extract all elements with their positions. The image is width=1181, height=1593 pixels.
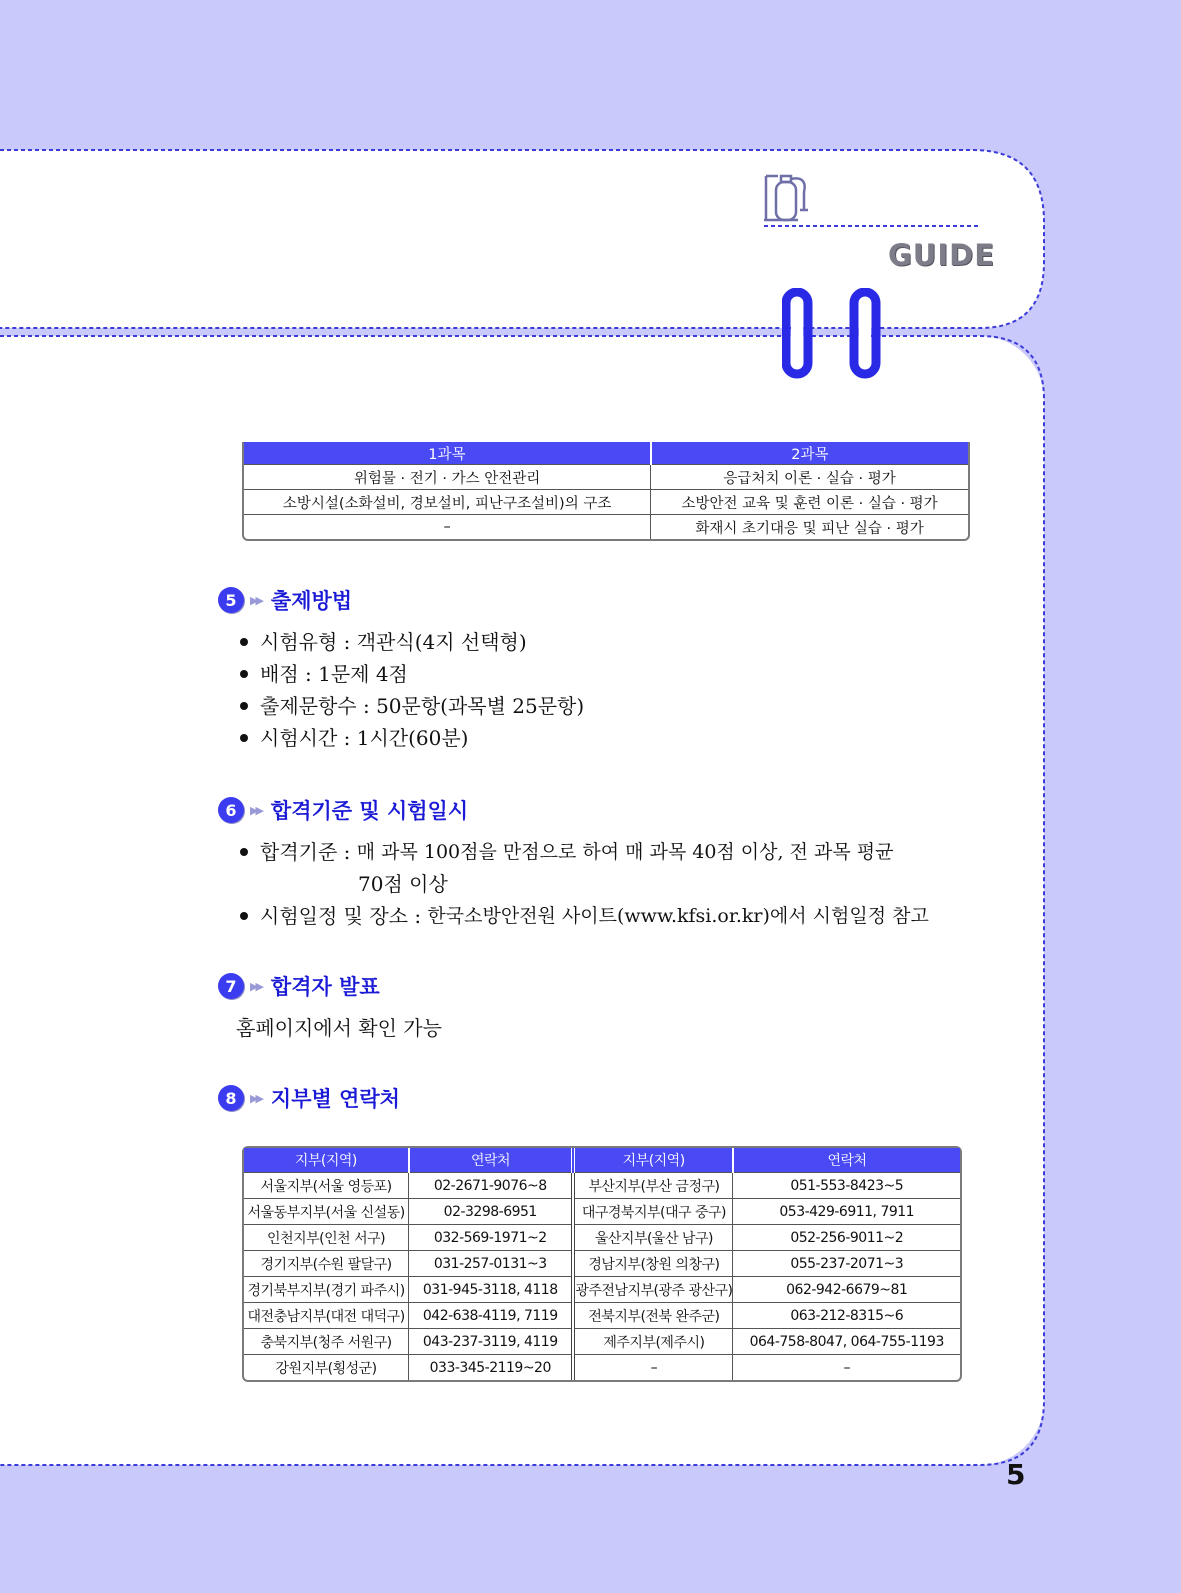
item-label: 합격기준 (260, 840, 338, 864)
section-heading-pass-criteria (218, 795, 468, 825)
table-cell: 043-237-3119, 4119 (409, 1329, 574, 1355)
table-row (244, 1199, 960, 1225)
bullet-icon (240, 670, 248, 678)
table-cell: 052-256-9011~2 (733, 1225, 960, 1251)
table-cell: 051-553-8423~5 (733, 1173, 960, 1199)
pass-criteria-list (236, 836, 929, 932)
guide-label: GUIDE (888, 238, 996, 272)
table-row (244, 1355, 960, 1381)
item-value: 70점 이상 (358, 872, 448, 896)
table-cell: 053-429-6911, 7911 (733, 1199, 960, 1225)
table-row (244, 1251, 960, 1277)
double-arrow-icon: ▶▶ (250, 979, 261, 993)
table-cell: 경남지부(창원 의창구) (573, 1251, 733, 1277)
announcement-text: 홈페이지에서 확인 가능 (236, 1016, 442, 1040)
table-cell: 서울동부지부(서울 신설동) (244, 1199, 409, 1225)
section-heading-branch-contacts (218, 1083, 400, 1113)
table-cell: 서울지부(서울 영등포) (244, 1173, 409, 1199)
table-cell: 033-345-2119~20 (409, 1355, 574, 1381)
section-title: 출제방법 (270, 589, 353, 613)
table-cell: 전북지부(전북 완주군) (573, 1303, 733, 1329)
double-arrow-icon: ▶▶ (250, 1091, 261, 1105)
table-cell: 대구경북지부(대구 중구) (573, 1199, 733, 1225)
list-item: 시험시간 : 1시간(60분) (236, 722, 584, 754)
bullet-icon (240, 638, 248, 646)
table-row (244, 1303, 960, 1329)
table-row (244, 465, 968, 490)
table-header: 지부(지역) (573, 1148, 733, 1173)
item-value: 50문항(과목별 25문항) (376, 694, 585, 718)
table-header: 연락처 (409, 1148, 574, 1173)
table-cell: 대전충남지부(대전 대덕구) (244, 1303, 409, 1329)
section-title: 합격기준 및 시험일시 (270, 799, 469, 823)
table-cell: 부산지부(부산 금정구) (573, 1173, 733, 1199)
table-cell: 인천지부(인천 서구) (244, 1225, 409, 1251)
table-row (244, 1225, 960, 1251)
table-cell: 광주전남지부(광주 광산구) (573, 1277, 733, 1303)
section-number-badge: 8 (218, 1085, 244, 1111)
binder-rings-icon (782, 288, 892, 380)
table-cell: 소방시설(소화설비, 경보설비, 피난구조설비)의 구조 (244, 490, 651, 515)
table-cell: 042-638-4119, 7119 (409, 1303, 574, 1329)
table-cell: 032-569-1971~2 (409, 1225, 574, 1251)
list-item: 배점 : 1문제 4점 (236, 658, 584, 690)
table-row (244, 490, 968, 515)
item-value: 한국소방안전원 사이트(www.kfsi.or.kr)에서 시험일정 참고 (427, 905, 929, 927)
table-header: 지부(지역) (244, 1148, 409, 1173)
exam-method-list (236, 626, 584, 754)
item-label: 배점 (260, 662, 299, 686)
table-cell: 064-758-8047, 064-755-1193 (733, 1329, 960, 1355)
bullet-icon (240, 702, 248, 710)
double-arrow-icon: ▶▶ (250, 803, 261, 817)
item-value: 객관식(4지 선택형) (356, 630, 527, 654)
section-heading-announcement (218, 971, 380, 1001)
list-item: 시험일정 및 장소 : 한국소방안전원 사이트(www.kfsi.or.kr)에서 시험일정 참고 (236, 900, 929, 932)
list-item: 합격기준 : 매 과목 100점을 만점으로 하여 매 과목 40점 이상, 전 과목 평균 (236, 836, 929, 868)
table-header: 연락처 (733, 1148, 960, 1173)
list-item: 출제문항수 : 50문항(과목별 25문항) (236, 690, 584, 722)
list-item-continuation (236, 868, 929, 900)
bullet-icon (240, 848, 248, 856)
item-value: 매 과목 100점을 만점으로 하여 매 과목 40점 이상, 전 과목 평균 (356, 841, 894, 863)
table-cell: 031-945-3118, 4118 (409, 1277, 574, 1303)
table-cell: 062-942-6679~81 (733, 1277, 960, 1303)
item-label: 시험시간 (260, 726, 338, 750)
table-cell: 02-2671-9076~8 (409, 1173, 574, 1199)
bullet-icon (240, 734, 248, 742)
table-row (244, 1329, 960, 1355)
table-header: 1과목 (244, 442, 651, 465)
double-arrow-icon: ▶▶ (250, 593, 261, 607)
table-cell: – (244, 515, 651, 540)
bullet-icon (240, 912, 248, 920)
section-number-badge: 6 (218, 797, 244, 823)
section-title: 합격자 발표 (270, 975, 380, 999)
section-heading-exam-method (218, 585, 352, 615)
table-cell: 063-212-8315~6 (733, 1303, 960, 1329)
table-cell: 강원지부(횡성군) (244, 1355, 409, 1381)
table-cell: 02-3298-6951 (409, 1199, 574, 1225)
table-cell: 울산지부(울산 남구) (573, 1225, 733, 1251)
section-title: 지부별 연락처 (270, 1087, 400, 1111)
section-number-badge: 5 (218, 587, 244, 613)
item-label: 출제문항수 (260, 694, 357, 718)
table-cell: 위험물 · 전기 · 가스 안전관리 (244, 465, 651, 490)
table-header: 2과목 (651, 442, 968, 465)
table-cell: 소방안전 교육 및 훈련 이론 · 실습 · 평가 (651, 490, 968, 515)
table-cell: 화재시 초기대응 및 피난 실습 · 평가 (651, 515, 968, 540)
item-value: 1문제 4점 (318, 662, 408, 686)
table-row (244, 1277, 960, 1303)
table-row (244, 515, 968, 540)
table-cell: 055-237-2071~3 (733, 1251, 960, 1277)
section-number-badge: 7 (218, 973, 244, 999)
item-label: 시험유형 (260, 630, 338, 654)
table-cell: 제주지부(제주시) (573, 1329, 733, 1355)
table-cell: 응급처치 이론 · 실습 · 평가 (651, 465, 968, 490)
table-cell: 경기북부지부(경기 파주시) (244, 1277, 409, 1303)
table-row (244, 1173, 960, 1199)
table-cell: – (733, 1355, 960, 1381)
list-item: 시험유형 : 객관식(4지 선택형) (236, 626, 584, 658)
fire-extinguisher-icon (764, 170, 984, 230)
branches-table (242, 1146, 962, 1382)
table-cell: 충북지부(청주 서원구) (244, 1329, 409, 1355)
table-cell: 031-257-0131~3 (409, 1251, 574, 1277)
item-label: 시험일정 및 장소 (260, 904, 408, 928)
table-cell: 경기지부(수원 팔달구) (244, 1251, 409, 1277)
page-number: 5 (1006, 1458, 1026, 1491)
item-value: 1시간(60분) (356, 726, 469, 750)
table-cell: – (573, 1355, 733, 1381)
subjects-table (242, 442, 970, 541)
